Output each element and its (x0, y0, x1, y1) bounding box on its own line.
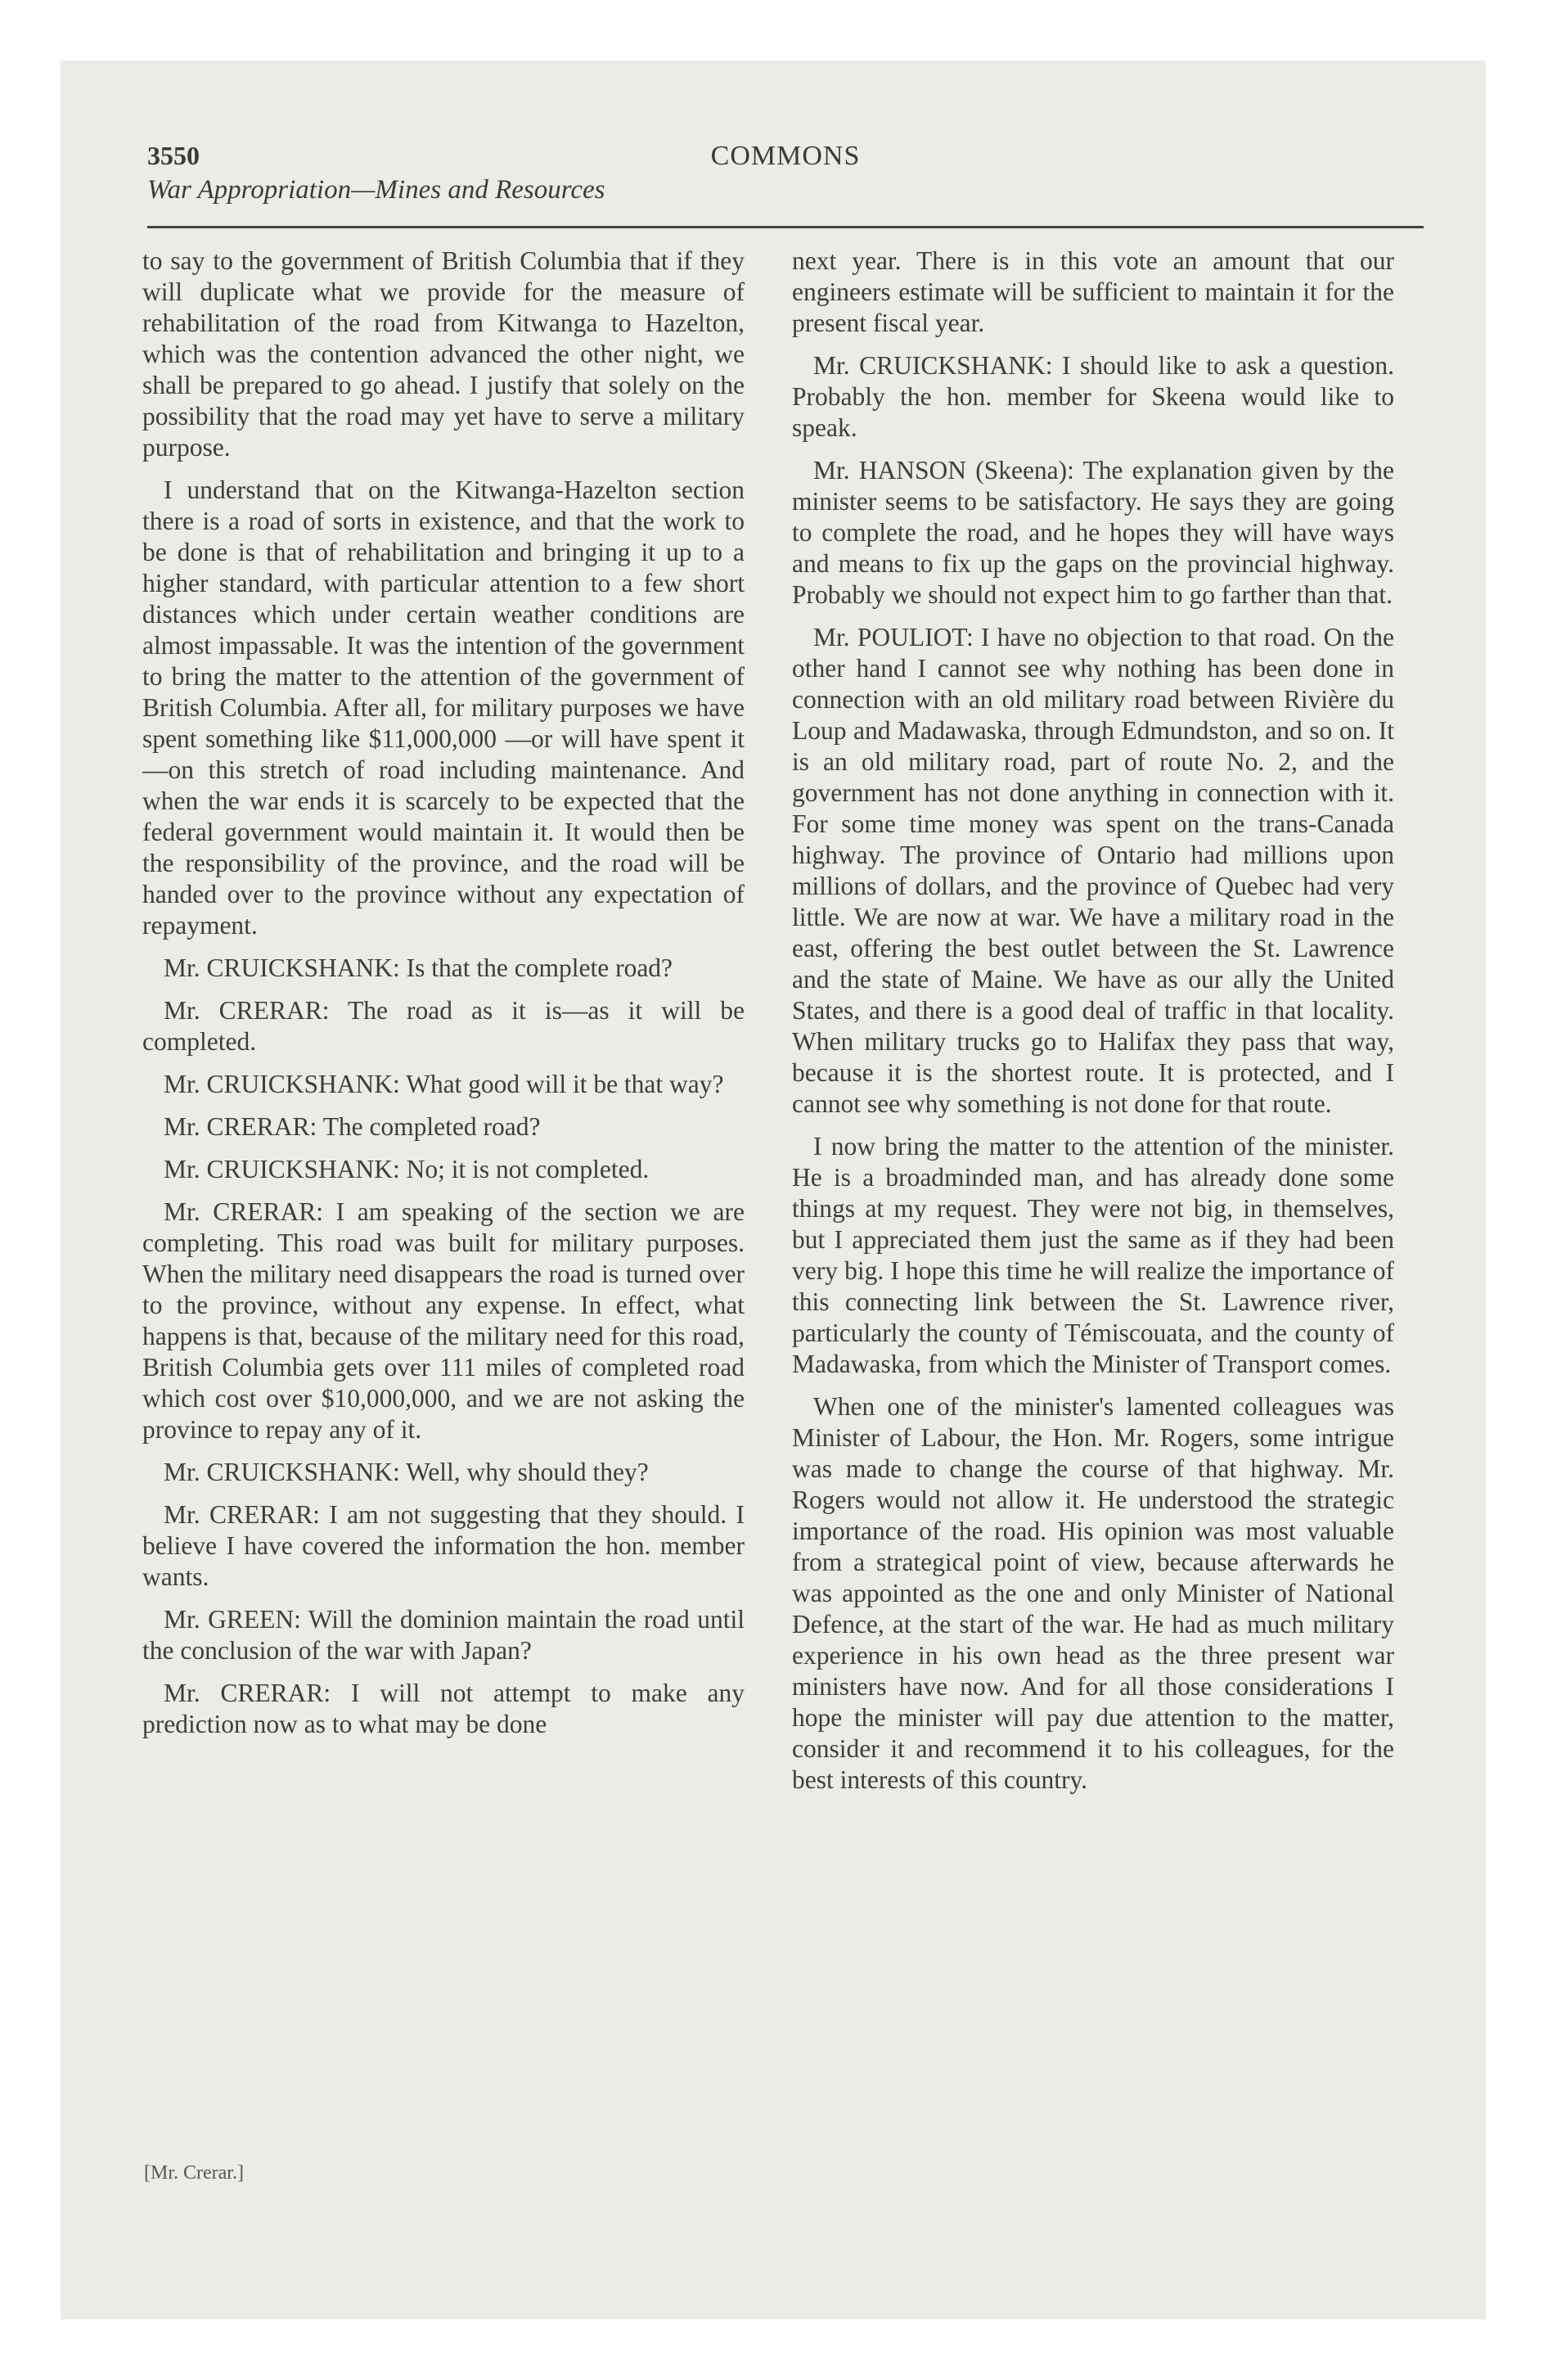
chamber-title: COMMONS (710, 141, 861, 171)
right-column (792, 246, 1394, 2218)
paragraph: to say to the government of British Columbia that if they will duplicate what we provide for the measure of rehabilitation of the road from Kitwanga to Hazelton, which was the contention advanced the other night, we shall be prepared to go ahead. I justify that solely on the possibility that the road may yet have to serve a military purpose. (142, 246, 745, 462)
speech-paragraph: Mr. CRUICKSHANK: No; it is not completed. (164, 1155, 650, 1183)
speech-paragraph: Mr. CRERAR: I will not attempt to make any prediction now as to what may be done (142, 1679, 745, 1738)
speech-paragraph: Mr. CRUICKSHANK: I should like to ask a question. Probably the hon. member for Skeena would like to speak. (792, 351, 1394, 442)
paragraph: next year. There is in this vote an amount that our engineers estimate will be sufficient to maintain it for the present fiscal year. (792, 246, 1394, 337)
paragraph: When one of the minister's lamented colleagues was Minister of Labour, the Hon. Mr. Rogers, some intrigue was made to change the course of that highway. Mr. Rogers would not allow it. He understood the strategic importance of the road. His opinion was most valuable from a strategical point of view, because afterwards he was appointed as the one and only Minister of National Defence, at the start of the war. He had as much military experience in his own head as the three present war ministers have now. And for all those considerations I hope the minister will pay due attention to the matter, consider it and recommend it to his colleagues, for the best interests of this country. (792, 1392, 1394, 1794)
section-title: War Appropriation—Mines and Resources (147, 175, 605, 205)
speech-paragraph: Mr. CRERAR: The road as it is—as it will be completed. (142, 996, 745, 1056)
speech-paragraph: Mr. GREEN: Will the dominion maintain the road until the conclusion of the war with Japan? (142, 1605, 745, 1665)
speech-paragraph: Mr. CRERAR: I am speaking of the section we are completing. This road was built for military purposes. When the military need disappears the road is turned over to the province, without any expense. In effect, what happens is that, because of the military need for this road, British Columbia gets over 111 miles of completed road which cost over $10,000,000, and we are not asking the province to repay any of it. (142, 1197, 745, 1444)
left-column (142, 246, 745, 2218)
page-number: 3550 (147, 141, 200, 170)
paragraph: I now bring the matter to the attention of the minister. He is a broadminded man, and has already done some things at my request. They were not big, in themselves, but I appreciated them just the same as if they had been very big. I hope this time he will realize the importance of this connecting link between the St. Lawrence river, particularly the county of Témiscouata, and the county of Madawaska, from which the Minister of Transport comes. (792, 1132, 1394, 1378)
page-header (147, 141, 1424, 214)
speech-paragraph: Mr. CRUICKSHANK: Is that the complete road? (164, 953, 673, 982)
paragraph: I understand that on the Kitwanga-Hazelton section there is a road of sorts in existence, and that the work to be done is that of rehabilitation and bringing it up to a higher standard, with particular attention to a few short distances which under certain weather conditions are almost impassable. It was the intention of the government to bring the matter to the attention of the government of British Columbia. After all, for military purposes we have spent something like $11,000,000 —or will have spent it—on this stretch of road including maintenance. And when the war ends it is scarcely to be expected that the federal government would maintain it. It would then be the responsibility of the province, and the road will be handed over to the province without any expectation of repayment. (142, 476, 745, 940)
speaker-footnote: [Mr. Crerar.] (144, 2162, 244, 2184)
speech-paragraph: Mr. CRUICKSHANK: Well, why should they? (164, 1458, 649, 1486)
speech-paragraph: Mr. CRERAR: The completed road? (164, 1112, 541, 1141)
speech-paragraph: Mr. CRUICKSHANK: What good will it be that way? (164, 1070, 724, 1098)
speech-paragraph: Mr. POULIOT: I have no objection to that road. On the other hand I cannot see why nothing has been done in connection with an old military road between Rivière du Loup and Madawaska, through Edmundston, and so on. It is an old military road, part of route No. 2, and the government has not done anything in connection with it. For some time money was spent on the trans-Canada highway. The province of Ontario had millions upon millions of dollars, and the province of Quebec had very little. We are now at war. We have a military road in the east, offering the best outlet between the St. Lawrence and the state of Maine. We have as our ally the United States, and there is a good deal of traffic in that locality. When military trucks go to Halifax they pass that way, because it is the shortest route. It is protected, and I cannot see why something is not done for that route. (792, 623, 1394, 1118)
header-rule (147, 226, 1424, 228)
speech-paragraph: Mr. HANSON (Skeena): The explanation given by the minister seems to be satisfactory. He says they are going to complete the road, and he hopes they will have ways and means to fix up the gaps on the provincial highway. Probably we should not expect him to go farther than that. (792, 456, 1394, 609)
speech-paragraph: Mr. CRERAR: I am not suggesting that they should. I believe I have covered the information the hon. member wants. (142, 1500, 745, 1591)
